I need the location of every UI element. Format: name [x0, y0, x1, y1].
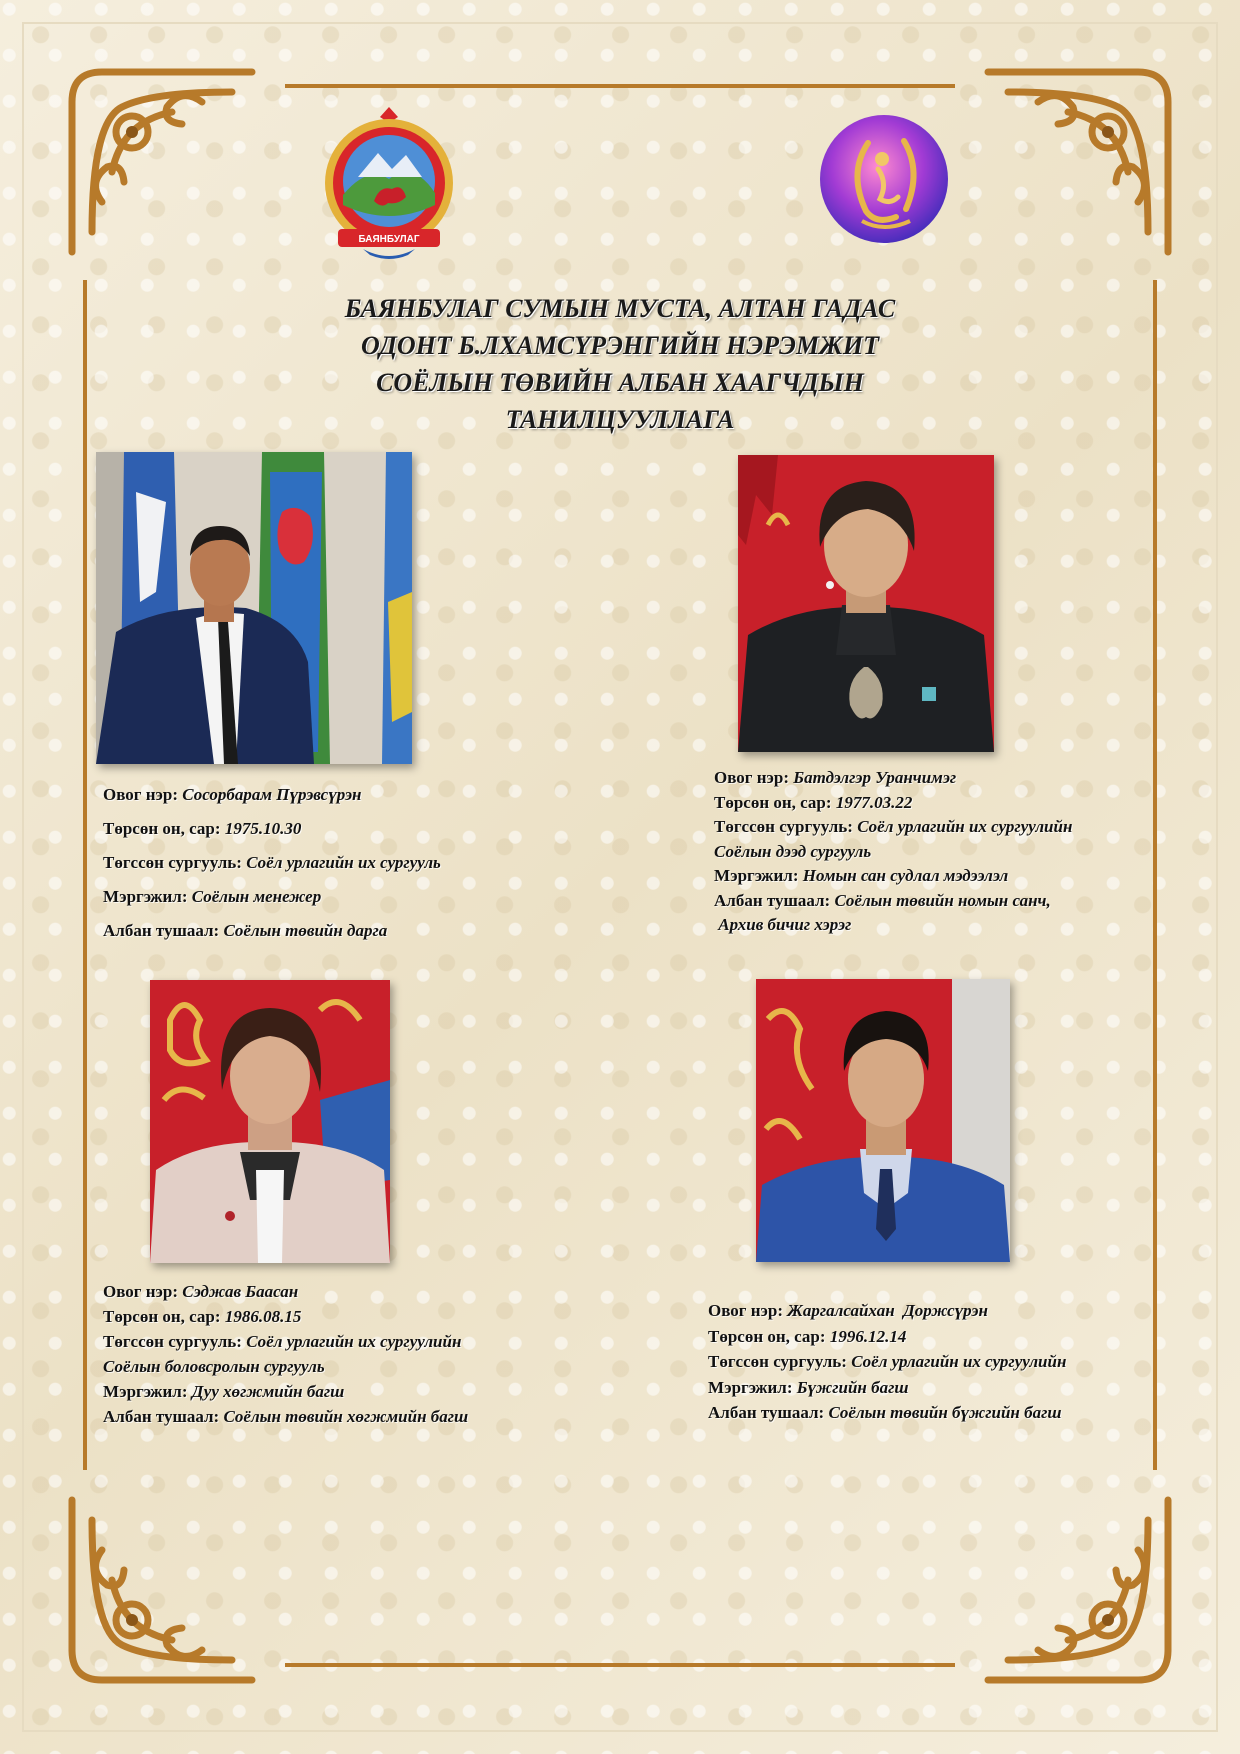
school-row-continued	[103, 1354, 468, 1379]
position-value: Соёлын төвийн номын санч,	[834, 890, 1051, 910]
name-row	[103, 1279, 468, 1304]
staff-photo-4	[756, 979, 1010, 1262]
school-value: Соёл урлагийн их сургуулийн	[857, 817, 1073, 836]
position-row	[103, 1404, 468, 1429]
birth-label: Төрсөн он, сар:	[708, 1326, 826, 1346]
profession-value: Дуу хөгжмийн багш	[191, 1382, 345, 1401]
corner-ornament-top-right	[978, 62, 1178, 262]
title-line-3: СОЁЛЫН ТӨВИЙН АЛБАН ХААГЧДЫН	[376, 368, 864, 397]
frame-left-line	[83, 280, 87, 1470]
name-row	[714, 766, 1072, 791]
school-value: Соёл урлагийн их сургуулийн	[851, 1352, 1067, 1371]
name-value: Батдэлгэр Уранчимэг	[793, 768, 957, 787]
school-value: Соёл урлагийн их сургуулийн	[246, 1332, 462, 1351]
corner-ornament-bottom-right	[978, 1490, 1178, 1690]
profession-row	[103, 880, 441, 914]
position-label: Албан тушаал:	[103, 1407, 220, 1426]
frame-bottom-line	[285, 1663, 955, 1667]
position-value: Соёлын төвийн хөгжмийн багш	[223, 1407, 469, 1426]
birth-value: 1996.12.14	[829, 1326, 907, 1346]
staff-info-1	[103, 778, 441, 948]
profession-label: Мэргэжил:	[103, 1382, 188, 1401]
position-label: Албан тушаал:	[708, 1403, 825, 1422]
position-row	[714, 889, 1072, 914]
staff-photo-3	[150, 980, 390, 1263]
school-value-continued: Соёлын боловсролын сургууль	[103, 1357, 325, 1376]
position-label: Албан тушаал:	[714, 890, 831, 910]
school-label: Төгссөн сургууль:	[708, 1352, 847, 1371]
school-row	[714, 815, 1072, 840]
frame-right-line	[1153, 280, 1157, 1470]
profession-value: Соёлын менежер	[191, 887, 322, 906]
position-value: Соёлын төвийн бүжгийн багш	[828, 1403, 1062, 1422]
profession-value: Номын сан судлал мэдээлэл	[802, 866, 1009, 885]
title-line-1: БАЯНБУЛАГ СУМЫН МУСТА, АЛТАН ГАДАС	[344, 294, 896, 323]
sum-emblem-logo	[318, 105, 460, 263]
position-value-continued: Архив бичиг хэрэг	[714, 915, 852, 934]
corner-ornament-bottom-left	[62, 1490, 262, 1690]
name-row	[708, 1298, 1066, 1324]
birth-value: 1977.03.22	[835, 792, 913, 812]
title-line-2: ОДОНТ Б.ЛХАМСҮРЭНГИЙН НЭРЭМЖИТ	[360, 331, 880, 360]
name-label: Овог нэр:	[103, 1282, 179, 1301]
frame-top-line	[285, 84, 955, 88]
culture-center-logo	[818, 113, 950, 245]
name-row	[103, 778, 441, 812]
school-value-continued: Соёлын дээд сургууль	[714, 841, 872, 861]
school-label: Төгссөн сургууль:	[103, 1332, 242, 1351]
birth-row	[103, 1304, 468, 1329]
position-row	[708, 1400, 1066, 1426]
position-row-continued	[714, 913, 1072, 938]
profession-label: Мэргэжил:	[708, 1377, 793, 1397]
name-label: Овог нэр:	[103, 785, 179, 804]
staff-info-3	[103, 1279, 468, 1429]
birth-label: Төрсөн он, сар:	[103, 1307, 221, 1326]
birth-value: 1975.10.30	[224, 819, 302, 838]
profession-row	[103, 1379, 468, 1404]
profession-value: Бүжгийн багш	[796, 1377, 909, 1397]
name-value: Жаргалсайхан Доржсүрэн	[787, 1301, 988, 1320]
school-row	[103, 846, 441, 880]
staff-photo-1	[96, 452, 412, 764]
school-row	[708, 1349, 1066, 1375]
profession-row	[714, 864, 1072, 889]
staff-photo-2	[738, 455, 994, 752]
position-row	[103, 914, 441, 948]
school-label: Төгссөн сургууль:	[103, 853, 242, 872]
birth-row	[708, 1324, 1066, 1350]
position-value: Соёлын төвийн дарга	[223, 921, 388, 940]
birth-label: Төрсөн он, сар:	[714, 792, 832, 812]
name-value: Сэджав Баасан	[182, 1282, 299, 1301]
school-row-continued	[714, 840, 1072, 865]
birth-row	[714, 791, 1072, 816]
name-value: Сосорбарам Пүрэвсүрэн	[182, 785, 362, 804]
title-line-4: ТАНИЛЦУУЛЛАГА	[505, 405, 735, 434]
staff-info-2	[714, 766, 1072, 938]
birth-value: 1986.08.15	[224, 1307, 302, 1326]
corner-ornament-top-left	[62, 62, 262, 262]
birth-row	[103, 812, 441, 846]
profession-label: Мэргэжил:	[714, 866, 799, 885]
school-row	[103, 1329, 468, 1354]
school-value: Соёл урлагийн их сургууль	[246, 853, 441, 872]
profession-row	[708, 1375, 1066, 1401]
staff-info-4	[708, 1298, 1066, 1426]
page-title	[250, 290, 990, 438]
name-label: Овог нэр:	[708, 1301, 784, 1320]
birth-label: Төрсөн он, сар:	[103, 819, 221, 838]
name-label: Овог нэр:	[714, 768, 790, 787]
emblem-text: БАЯНБУЛАГ	[358, 234, 420, 245]
school-label: Төгссөн сургууль:	[714, 817, 853, 836]
position-label: Албан тушаал:	[103, 921, 220, 940]
profession-label: Мэргэжил:	[103, 887, 188, 906]
